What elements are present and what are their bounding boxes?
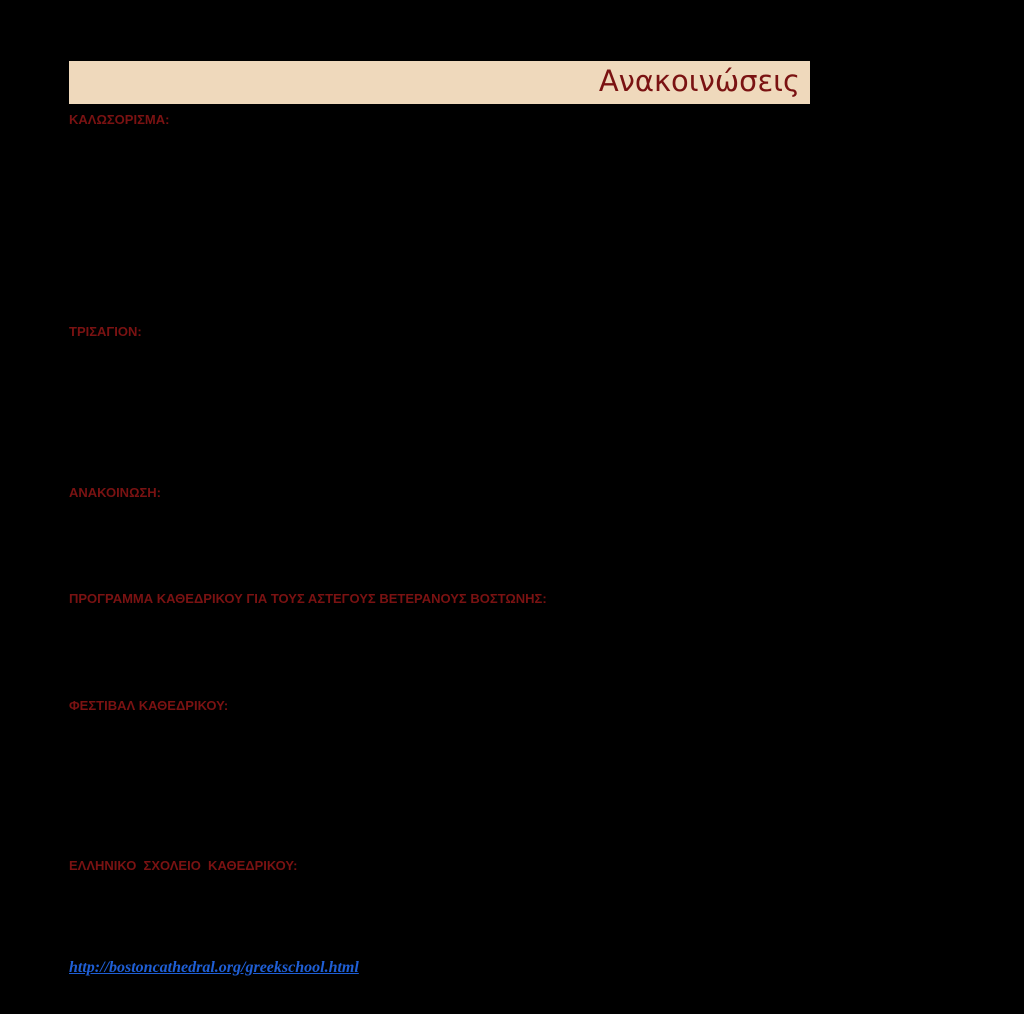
page-title: Ανακοινώσεις [598, 64, 800, 98]
section-heading-announcement: ΑΝΑΚΟΙΝΩΣΗ: [69, 485, 162, 500]
section-heading-trisagion: ΤΡΙΣΑΓΙΟΝ: [69, 324, 142, 339]
section-heading-welcome: ΚΑΛΩΣΟΡΙΣΜΑ: [69, 112, 170, 127]
greek-school-link[interactable]: http://bostoncathedral.org/greekschool.html [69, 959, 359, 976]
section-heading-veterans-program: ΠΡΟΓΡΑΜΜΑ ΚΑΘΕΔΡΙΚΟΥ ΓΙΑ ΤΟΥΣ ΑΣΤΕΓΟΥΣ ΒΕΤΕΡΑΝΟΥΣ ΒΟΣΤΩΝΗΣ: [69, 591, 547, 606]
section-heading-festival: ΦΕΣΤΙΒΑΛ ΚΑΘΕΔΡΙΚΟΥ: [69, 698, 229, 713]
section-heading-greek-school: ΕΛΛΗΝΙΚΟ ΣΧΟΛΕΙΟ ΚΑΘΕΔΡΙΚΟΥ: [69, 858, 298, 873]
title-bar [69, 61, 810, 104]
